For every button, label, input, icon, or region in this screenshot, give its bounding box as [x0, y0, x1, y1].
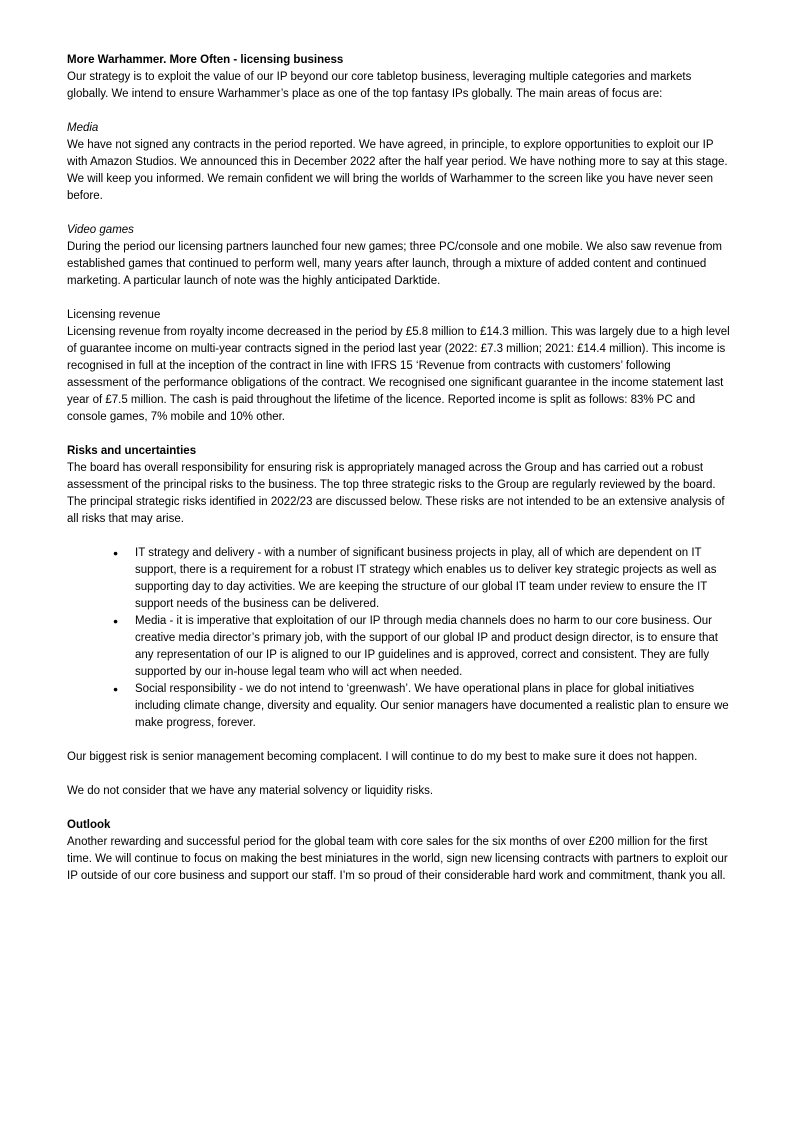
section-outlook	[67, 817, 735, 885]
paragraph: Another rewarding and successful period for the global team with core sales for the six months of over £200 million for the first time. We will continue to focus on making the best miniatures in the world, sign new licensing contracts with partners to exploit our IP outside of our core business and support our staff. I’m so proud of their considerable hard work and commitment, thank you all.	[67, 836, 728, 882]
section-risks-and-uncertainties	[67, 443, 735, 800]
section-heading: Outlook	[67, 819, 111, 831]
section-heading: Media	[67, 122, 99, 134]
paragraph: Licensing revenue from royalty income decreased in the period by £5.8 million to £14.3 million. This was largely due to a high level of guarantee income on multi-year contracts signed in the period last year (2022: £7.3 million; 2021: £14.4 million). This income is recognised in full at the inception of the contract in line with IFRS 15 ‘Revenue from contracts with customers’ following assessment of the performance obligations of the contract. We recognised one significant guarantee in the income statement last year of £7.5 million. The cash is paid throughout the lifetime of the licence. Reported income is split as follows: 83% PC and console games, 7% mobile and 10% other.	[67, 326, 730, 423]
paragraph: During the period our licensing partners launched four new games; three PC/console and one mobile. We also saw revenue from established games that continued to perform well, many years after launch, through a mixture of added content and continued marketing. A particular launch of note was the highly anticipated Darktide.	[67, 241, 723, 287]
risk-bullet-list	[67, 545, 735, 732]
paragraph: We do not consider that we have any material solvency or liquidity risks.	[67, 785, 434, 797]
paragraph: The board has overall responsibility for ensuring risk is appropriately managed across the Group and has carried out a robust assessment of the principal risks to the business. The top three strategic risks to the Group are regularly reviewed by the board. The principal strategic risks identified in 2022/23 are discussed below. These risks are not intended to be an extensive analysis of all risks that may arise.	[67, 462, 725, 525]
paragraph: Our strategy is to exploit the value of our IP beyond our core tabletop business, leveraging multiple categories and markets globally. We intend to ensure Warhammer’s place as one of the top fantasy IPs globally. The main areas of focus are:	[67, 71, 692, 100]
section-heading: Licensing revenue	[67, 309, 161, 321]
section-video-games	[67, 222, 735, 290]
paragraph: Our biggest risk is senior management becoming complacent. I will continue to do my best to make sure it does not happen.	[67, 751, 698, 763]
section-heading: Video games	[67, 224, 134, 236]
section-media	[67, 120, 735, 205]
list-item: ● Social responsibility - we do not intend to ‘greenwash’. We have operational plans in place for global initiatives including climate change, diversity and equality. Our senior managers have documented a realistic plan to ensure we make progress, forever.	[135, 681, 735, 732]
list-item: ● Media - it is imperative that exploitation of our IP through media channels does no harm to our core business. Our creative media director’s primary job, with the support of our global IP and product design director, is to ensure that any representation of our IP is aligned to our IP guidelines and is approved, correct and consistent. They are fully supported by our in-house legal team who will act when needed.	[135, 613, 735, 681]
section-heading: Risks and uncertainties	[67, 445, 197, 457]
section-licensing-revenue	[67, 307, 735, 426]
paragraph: We have not signed any contracts in the period reported. We have agreed, in principle, to explore opportunities to exploit our IP with Amazon Studios. We announced this in December 2022 after the half year period. We have nothing more to say at this stage. We will keep you informed. We remain confident we will bring the worlds of Warhammer to the screen like you have never seen before.	[67, 139, 728, 202]
section-heading: More Warhammer. More Often - licensing business	[67, 54, 344, 66]
section-licensing-business	[67, 52, 735, 103]
list-item: ● IT strategy and delivery - with a number of significant business projects in play, all of which are dependent on IT support, there is a requirement for a robust IT strategy which enables us to deliver key strategic projects as well as supporting day to day activities. We are keeping the structure of our global IT team under review to ensure the IT support needs of the business can be delivered.	[135, 545, 735, 613]
